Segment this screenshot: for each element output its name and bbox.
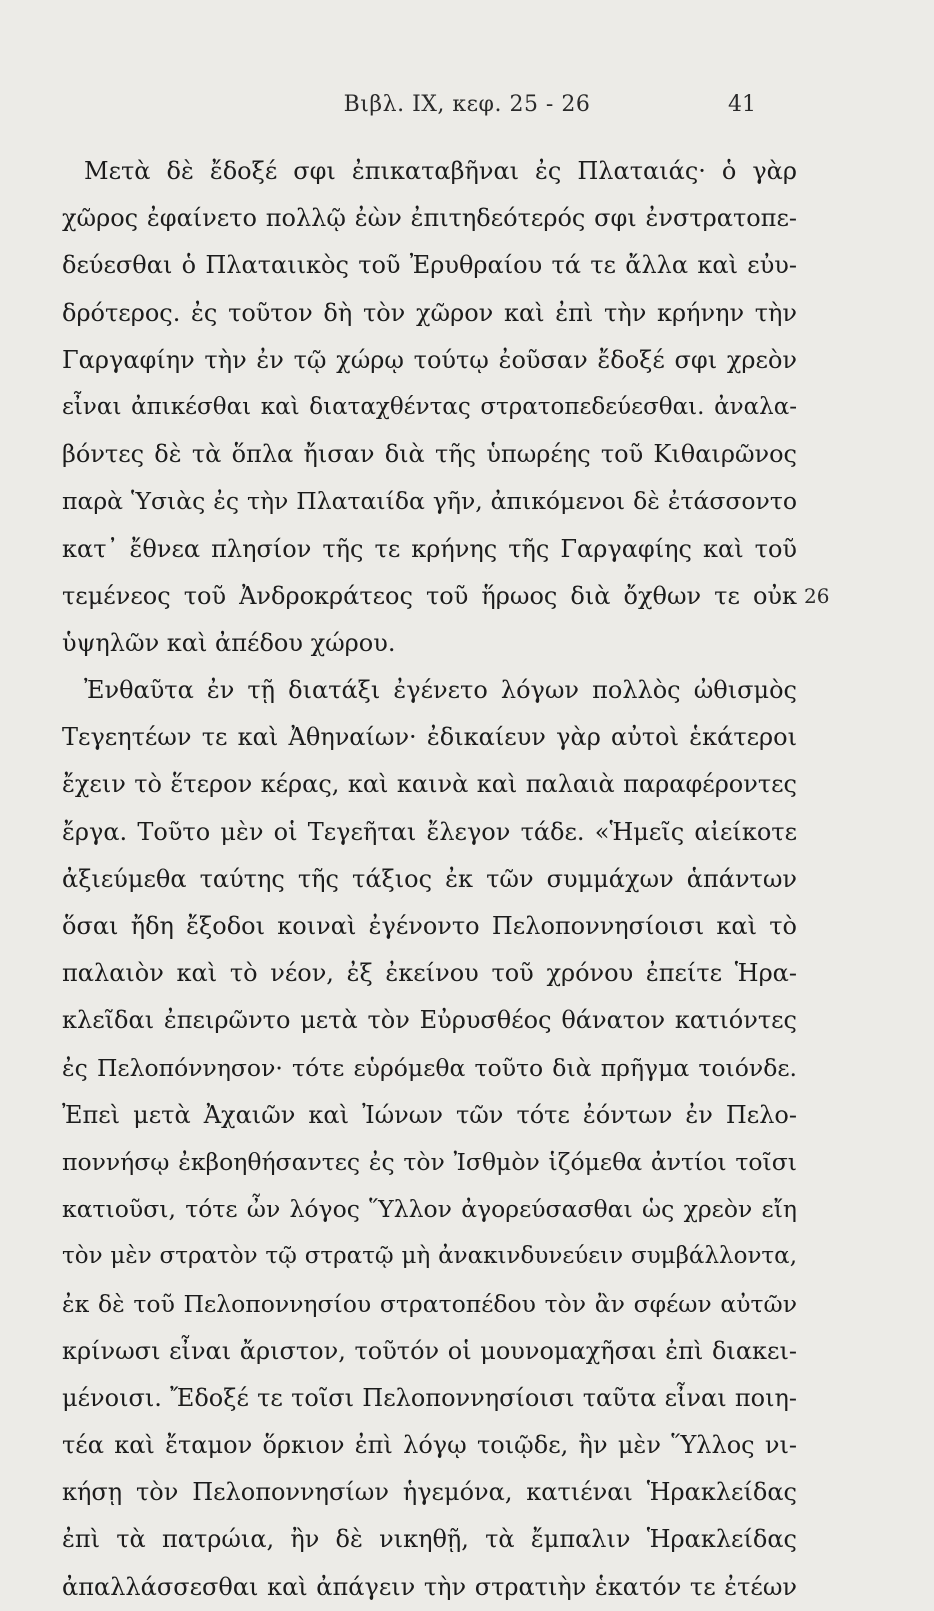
text-line: ἐς Πελοπόννησον· τότε εὑρόμεθα τοῦτο διὰ πρῆγμα τοιόνδε. (62, 1053, 797, 1082)
text-line: τέα καὶ ἔταμον ὅρκιον ἐπὶ λόγῳ τοιῷδε, ἢν μὲν Ὕλλος νι- (62, 1431, 797, 1460)
text-line: εἶναι ἀπικέσθαι καὶ διαταχθέντας στρατοπεδεύεσθαι. ἀναλα- (62, 393, 797, 420)
text-line: δρότερος. ἐς τοῦτον δὴ τὸν χῶρον καὶ ἐπὶ τὴν κρήνην τὴν (62, 298, 797, 327)
text-line: τὸν μὲν στρατὸν τῷ στρατῷ μὴ ἀνακινδυνεύειν συμβάλλοντα, (62, 1243, 797, 1270)
text-line: κήσῃ τὸν Πελοποννησίων ἡγεμόνα, κατιέναι Ἡρακλείδας (62, 1478, 797, 1507)
text-line: ἐπὶ τὰ πατρώια, ἢν δὲ νικηθῇ, τὰ ἔμπαλιν Ἡρακλείδας (62, 1525, 797, 1554)
text-line: ἔργα. Τοῦτο μὲν οἱ Τεγεῆται ἔλεγον τάδε. «Ἡμεῖς αἰείκοτε (62, 817, 797, 846)
text-line: ἀξιεύμεθα ταύτης τῆς τάξιος ἐκ τῶν συμμάχων ἁπάντων (62, 864, 797, 893)
page-number: 41 (728, 92, 756, 117)
chapter-marginal-number: 26 (804, 584, 830, 608)
running-head: Βιβλ. IX, κεφ. 25 - 26 (343, 92, 591, 117)
text-line: Ἐπεὶ μετὰ Ἀχαιῶν καὶ Ἰώνων τῶν τότε ἐόντων ἐν Πελο- (62, 1100, 797, 1129)
text-line: ποννήσῳ ἐκβοηθήσαντες ἐς τὸν Ἰσθμὸν ἱζόμεθα ἀντίοι τοῖσι (62, 1147, 797, 1176)
text-line: χῶρος ἐφαίνετο πολλῷ ἐὼν ἐπιτηδεότερός σφι ἐνστρατοπε- (62, 204, 797, 233)
text-line: κλεῖδαι ἐπειρῶντο μετὰ τὸν Εὐρυσθέος θάνατον κατιόντες (62, 1006, 797, 1035)
text-line: ἀπαλλάσσεσθαι καὶ ἀπάγειν τὴν στρατιὴν ἑκατόν τε ἐτέων (62, 1572, 797, 1601)
text-line: κατιοῦσι, τότε ὦν λόγος Ὕλλον ἀγορεύσασθαι ὡς χρεὸν εἴη (62, 1195, 797, 1224)
text-line: παρὰ Ὑσιὰς ἐς τὴν Πλαταιίδα γῆν, ἀπικόμενοι δὲ ἐτάσσοντο (62, 487, 797, 516)
text-line: δεύεσθαι ὁ Πλαταιικὸς τοῦ Ἐρυθραίου τά τε ἄλλα καὶ εὐυ- (62, 251, 797, 280)
text-line: μένοισι. Ἔδοξέ τε τοῖσι Πελοποννησίοισι ταῦτα εἶναι ποιη- (62, 1383, 797, 1412)
text-line: Τεγεητέων τε καὶ Ἀθηναίων· ἐδικαίευν γὰρ αὐτοὶ ἑκάτεροι (62, 723, 797, 752)
text-line: κρίνωσι εἶναι ἄριστον, τοῦτόν οἱ μουνομαχῆσαι ἐπὶ διακει- (62, 1336, 797, 1365)
page-header (0, 92, 934, 132)
text-line: Ἐνθαῦτα ἐν τῇ διατάξι ἐγένετο λόγων πολλὸς ὠθισμὸς (84, 676, 797, 705)
text-line: ἐκ δὲ τοῦ Πελοποννησίου στρατοπέδου τὸν ἂν σφέων αὐτῶν (62, 1289, 797, 1318)
text-line: βόντες δὲ τὰ ὅπλα ἤισαν διὰ τῆς ὑπωρέης τοῦ Κιθαιρῶνος (62, 440, 797, 469)
text-line: Μετὰ δὲ ἔδοξέ σφι ἐπικαταβῆναι ἐς Πλαταιάς· ὁ γὰρ (84, 157, 797, 185)
text-line: παλαιὸν καὶ τὸ νέον, ἐξ ἐκείνου τοῦ χρόνου ἐπείτε Ἡρα- (62, 959, 797, 988)
body-text (62, 148, 797, 1611)
text-line: Γαργαφίην τὴν ἐν τῷ χώρῳ τούτῳ ἐοῦσαν ἔδοξέ σφι χρεὸν (62, 345, 797, 374)
text-line: ὑψηλῶν καὶ ἀπέδου χώρου. (62, 628, 396, 657)
text-line: ὅσαι ἤδη ἔξοδοι κοιναὶ ἐγένοντο Πελοποννησίοισι καὶ τὸ (62, 912, 797, 940)
text-line: ἔχειν τὸ ἕτερον κέρας, καὶ καινὰ καὶ παλαιὰ παραφέροντες (62, 770, 797, 799)
text-line: κατ᾽ ἔθνεα πλησίον τῆς τε κρήνης τῆς Γαργαφίης καὶ τοῦ (62, 534, 797, 563)
text-line: τεμένεος τοῦ Ἀνδροκράτεος τοῦ ἥρωος διὰ ὄχθων τε οὐκ (62, 581, 797, 610)
